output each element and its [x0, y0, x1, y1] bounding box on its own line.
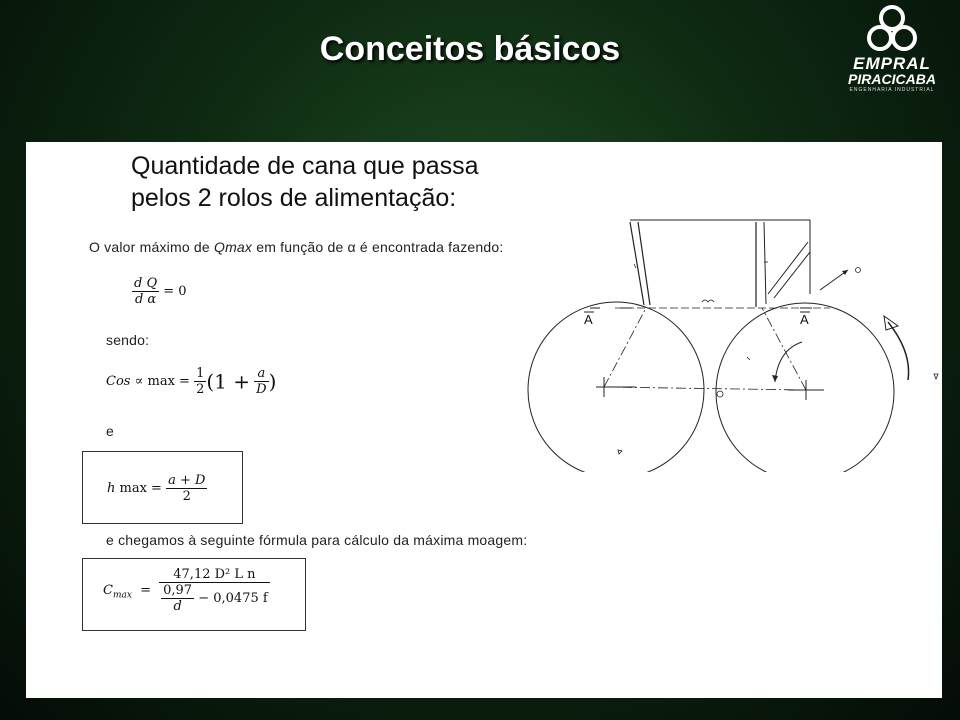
d-denominator: D [256, 382, 267, 397]
e-label: e [106, 423, 114, 439]
half-denominator: 2 [196, 382, 205, 397]
derivative-rhs: = 0 [163, 284, 187, 299]
logo-text-piracicaba: PIRACICABA [848, 71, 936, 87]
cmax-lhs: C [103, 583, 113, 598]
cos-op: ∝ max = [130, 374, 190, 389]
content-panel [26, 142, 942, 698]
inner-denominator: d [173, 599, 182, 614]
half-numerator: 1 [196, 366, 205, 381]
hmax-numerator: a + D [168, 473, 206, 488]
cmax-box [82, 558, 306, 631]
open-paren: (1 + [206, 369, 251, 394]
heading-line-2: pelos 2 rolos de alimentação: [131, 184, 457, 212]
sendo-label: sendo: [106, 332, 150, 348]
right-section-label: A [800, 312, 809, 327]
equation-derivative [132, 276, 187, 307]
hmax-box [82, 451, 243, 524]
half-fraction [194, 366, 206, 397]
cmax-equals: = [140, 583, 151, 598]
section-heading [131, 150, 479, 214]
inner-fraction [161, 583, 194, 614]
intro-suffix: em função de α é encontrada fazendo: [252, 239, 504, 255]
derivative-numerator: d Q [134, 276, 158, 291]
cmax-denominator [159, 583, 270, 614]
equation-cmax [103, 567, 270, 614]
close-paren: ) [268, 369, 277, 394]
intro-variable: Qmax [213, 239, 253, 255]
equation-hmax [107, 473, 207, 504]
logo-text-subtitle: ENGENHARIA INDUSTRIAL [849, 87, 935, 93]
logo-text-empral: EMPRAL [853, 54, 931, 73]
empral-logo [838, 2, 946, 98]
hmax-fraction [166, 473, 207, 504]
hmax-lhs: h [107, 481, 116, 496]
cos-lhs: Cos [106, 374, 131, 389]
cmax-tail: − 0,0475 f [198, 591, 268, 606]
cmax-fraction [159, 567, 270, 614]
equation-cos [106, 366, 276, 397]
cmax-subscript: max [112, 590, 132, 601]
hmax-denominator: 2 [182, 489, 191, 504]
a-over-d-fraction [254, 366, 268, 397]
rollers-diagram [520, 212, 940, 472]
cmax-numerator: 47,12 D² L n [159, 567, 270, 583]
intro-prefix: O valor máximo de [89, 239, 214, 255]
derivative-denominator: d α [134, 292, 157, 307]
logo-rings-icon [838, 2, 946, 58]
hmax-op: max = [115, 481, 162, 496]
a-numerator: a [254, 366, 268, 382]
derivative-fraction [132, 276, 159, 307]
intro-text [89, 239, 503, 255]
conclusion-text: e chegamos à seguinte fórmula para cálculo da máxima moagem: [106, 532, 528, 548]
heading-line-1: Quantidade de cana que passa [131, 152, 479, 180]
left-section-label: A [584, 312, 593, 327]
inner-numerator: 0,97 [163, 583, 193, 598]
slide-title: Conceitos básicos [319, 30, 621, 68]
